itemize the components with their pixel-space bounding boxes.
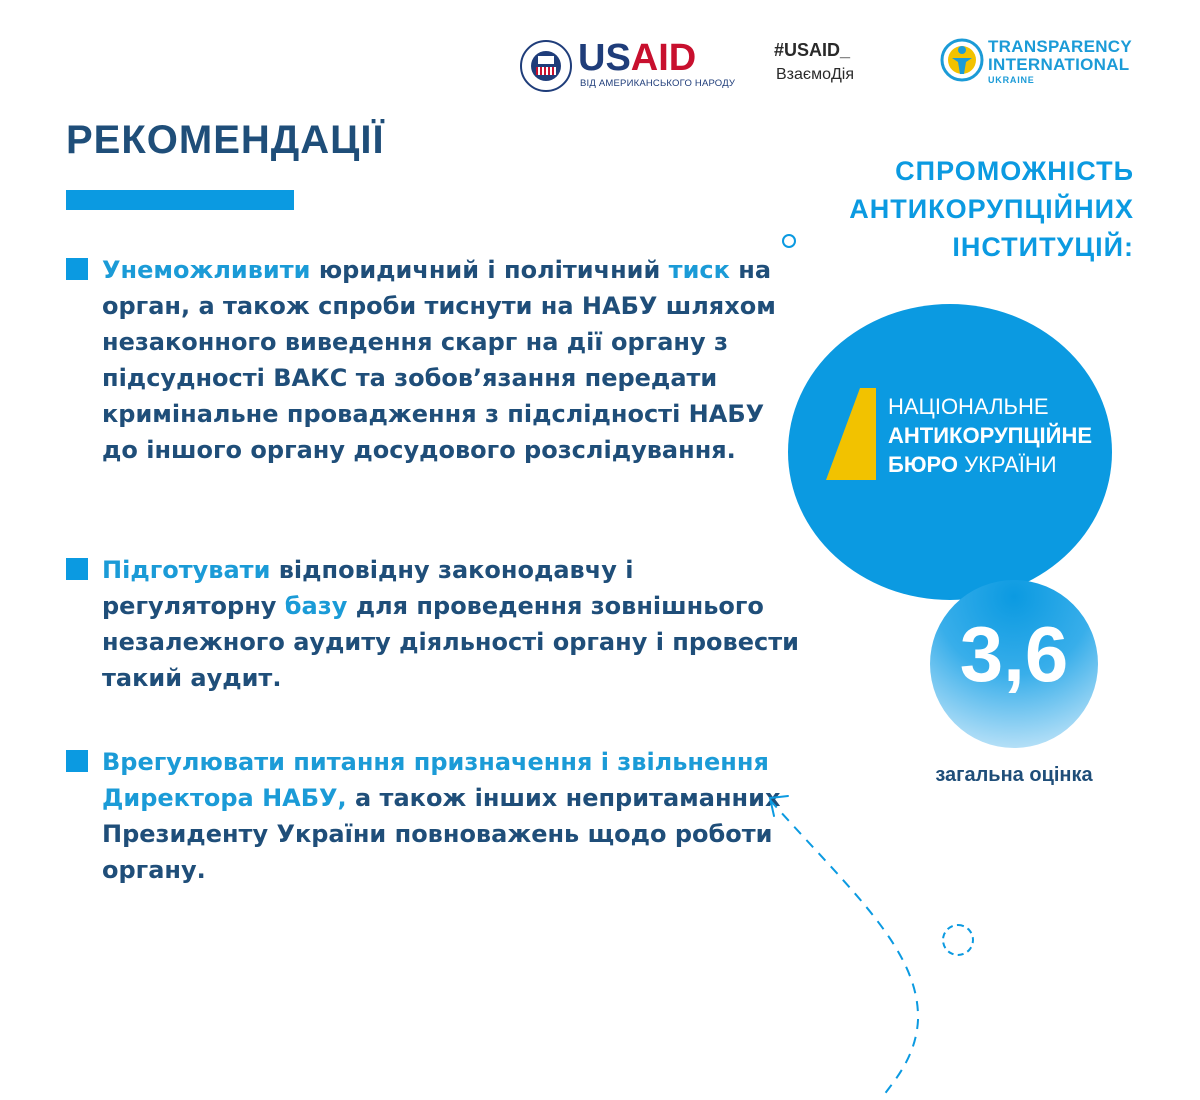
campaign-hashtag: #USAID_ [774,40,851,60]
side-title-line: ІНСТИТУЦІЙ: [952,232,1134,262]
usaid-word-us: US [578,37,631,79]
dashed-arrow-icon [740,780,940,1100]
recommendation-highlight: базу [284,592,348,620]
recommendation-fragment: а також інших непритаманних Президенту України повноважень щодо роботи органу. [102,784,781,884]
recommendation-text [66,552,806,696]
title-underline-bar [66,190,294,210]
side-title-line: СПРОМОЖНІСТЬ [895,156,1134,186]
decorative-dashed-circle-icon [942,924,974,956]
bullet-square-icon [66,258,88,280]
side-title-line: АНТИКОРУПЦІЙНИХ [849,194,1134,224]
ti-line-1: TRANSPARENCY [988,37,1133,56]
overall-score: 3,6 [959,610,1069,698]
campaign-name: ВзаємоДія [776,66,855,83]
nabu-name-line-3-rest: УКРАЇНИ [958,452,1057,477]
ti-wordmark [988,38,1132,86]
page-title: РЕКОМЕНДАЦІЇ [66,118,385,162]
recommendation-highlight: Підготувати [102,556,271,584]
transparency-international-logo-icon [940,38,984,82]
ti-line-2: INTERNATIONAL [988,55,1130,74]
decorative-ring-icon [782,234,796,248]
nabu-name-line-1: НАЦІОНАЛЬНЕ [888,394,1049,419]
nabu-name-line-2: АНТИКОРУПЦІЙНЕ [888,423,1093,448]
side-title [849,152,1134,266]
usaid-subtitle: ВІД АМЕРИКАНСЬКОГО НАРОДУ [580,78,736,89]
recommendation-item [66,252,806,468]
recommendation-item [66,552,806,696]
recommendation-fragment: для проведення зовнішнього незалежного аудиту діяльності органу і провести такий аудит. [102,592,799,692]
usaid-seal-icon [520,40,572,92]
recommendation-highlight: тиск [668,256,730,284]
recommendation-highlight: Врегулювати питання призначення і звільнення Директора НАБУ, [102,748,769,812]
usaid-word-aid: AID [630,37,697,79]
ti-line-3: UKRAINE [988,75,1035,85]
recommendation-fragment: юридичний і політичний [310,256,669,284]
nabu-logo-icon [826,388,876,480]
nabu-name-line-3-bold: БЮРО [888,452,958,477]
overall-score-label: загальна оцінка [935,764,1093,786]
recommendation-fragment: на орган, а також спроби тиснути на НАБУ шляхом незаконного виведення скарг на дії органу з підсудності ВАКС та зобов’язання передати кримінальне провадження з підслідності НАБУ до іншого органу досудового розслідування. [102,256,776,464]
usaid-logo [578,38,696,78]
recommendation-fragment: відповідну законодавчу і регуляторну [102,556,634,620]
recommendation-text [66,744,806,888]
recommendation-text [66,252,806,468]
nabu-name [888,392,1092,479]
bullet-square-icon [66,558,88,580]
recommendation-item [66,744,806,888]
bullet-square-icon [66,750,88,772]
recommendation-highlight: Унеможливити [102,256,311,284]
